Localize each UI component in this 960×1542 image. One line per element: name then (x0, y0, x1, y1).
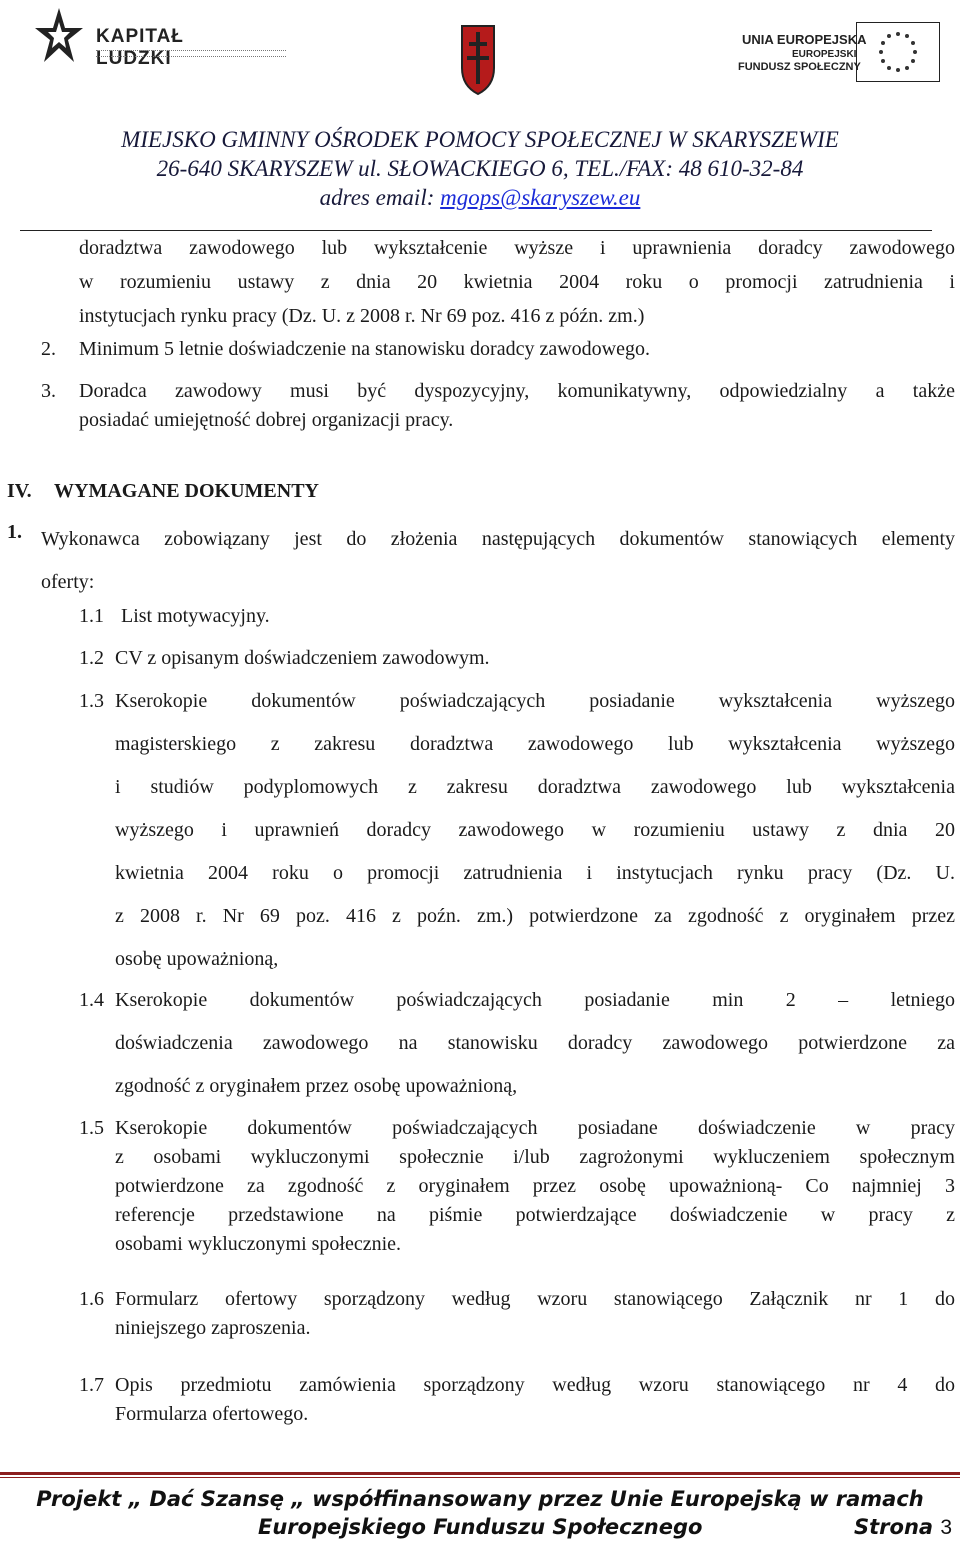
section-number: IV. (7, 480, 32, 502)
text-line: magisterskiego z zakresu doradztwa zawodowego lub wykształcenia wyższego (115, 733, 955, 755)
sub-item-1-6-text (115, 1285, 955, 1343)
kapital-ludzki-star-icon (34, 6, 84, 68)
text-line: potwierdzone za zgodność z oryginałem przez osobę upoważnioną- Co najmniej 3 (115, 1175, 955, 1197)
text-line: doradztwa zawodowego lub wykształcenie wyższe i uprawnienia doradcy zawodowego (79, 237, 955, 259)
text-line: Wykonawca zobowiązany jest do złożenia następujących dokumentów stanowiących elementy (41, 528, 955, 550)
text-line: Opis przedmiotu zamówienia sporządzony według wzoru stanowiącego nr 4 do (115, 1374, 955, 1396)
text-line: Kserokopie dokumentów poświadczających posiadanie wykształcenia wyższego (115, 690, 955, 712)
footer-fund-line (258, 1513, 958, 1541)
text-line: i studiów podyplomowych z zakresu doradztwa zawodowego lub wykształcenia (115, 776, 955, 798)
sub-item-1-2-text: CV z opisanym doświadczeniem zawodowym. (115, 647, 490, 669)
item-2-text: Minimum 5 letnie doświadczenie na stanowisku doradcy zawodowego. (79, 338, 650, 360)
eu-logo-text-2: EUROPEJSKI (792, 49, 857, 60)
text-line: niniejszego zaproszenia. (115, 1317, 311, 1339)
section-title: WYMAGANE DOKUMENTY (54, 480, 319, 502)
sub-item-1-4-text (115, 979, 955, 1108)
text-line: osobę upoważnioną, (115, 948, 279, 970)
kapital-ludzki-subtitle (96, 50, 286, 57)
coat-of-arms-icon (460, 24, 496, 96)
text-line: Kserokopie dokumentów poświadczających posiadanie min 2 – letniego (115, 989, 955, 1011)
header-divider (20, 230, 932, 231)
sub-item-1-5-number: 1.5 (79, 1117, 104, 1139)
footer-divider-thick (0, 1472, 960, 1475)
section-heading (7, 477, 319, 506)
text-line: instytucjach rynku pracy (Dz. U. z 2008 r. Nr 69 poz. 416 z późn. zm.) (79, 305, 645, 327)
sub-item-1-4-number: 1.4 (79, 989, 104, 1011)
email-link[interactable]: mgops@skaryszew.eu (440, 185, 641, 210)
eu-logo (738, 22, 942, 84)
item-2-number: 2. (41, 338, 56, 360)
text-line: kwietnia 2004 roku o promocji zatrudnienia i instytucjach rynku pracy (Dz. U. (115, 862, 955, 884)
footer-divider-thin (0, 1477, 960, 1478)
text-line: doświadczenia zawodowego na stanowisku doradcy zawodowego potwierdzone za (115, 1032, 955, 1054)
sub-item-1-3-number: 1.3 (79, 690, 104, 712)
sub-item-1-2-number: 1.2 (79, 647, 104, 669)
text-line: z 2008 r. Nr 69 poz. 416 z poźn. zm.) potwierdzone za zgodność z oryginałem przez (115, 905, 955, 927)
text-line: z osobami wykluczonymi społecznie i/lub zagrożonymi wykluczeniem społecznym (115, 1146, 955, 1168)
sub-item-1-6-number: 1.6 (79, 1288, 104, 1310)
text-line: osobami wykluczonymi społecznie. (115, 1233, 402, 1255)
item-3-text (79, 377, 955, 435)
eu-flag-icon (856, 22, 940, 82)
footer-project-line: Projekt „ Dać Szansę „ współfinansowany przez Unie Europejską w ramach (36, 1487, 924, 1511)
text-line: wyższego i uprawnień doradcy zawodowego w rozumieniu ustawy z dnia 20 (115, 819, 955, 841)
paragraph-continuation (79, 234, 955, 348)
page-label: Strona (854, 1515, 934, 1539)
text-line: Formularz ofertowy sporządzony według wzoru stanowiącego Załącznik nr 1 do (115, 1288, 955, 1310)
sub-item-1-1-text: List motywacyjny. (121, 605, 270, 627)
text-line: zgodność z oryginałem przez osobę upoważnioną, (115, 1075, 518, 1097)
text-line: posiadać umiejętność dobrej organizacji pracy. (79, 409, 454, 431)
text-line: Kserokopie dokumentów poświadczających posiadane doświadczenie w pracy (115, 1117, 955, 1139)
doc-item-1-text (41, 518, 955, 604)
doc-item-1-number: 1. (7, 521, 22, 543)
eu-logo-text-1: UNIA EUROPEJSKA (742, 32, 867, 47)
sub-item-1-3-text (115, 680, 955, 981)
sub-item-1-5-text (115, 1114, 955, 1259)
text-line: Formularza ofertowego. (115, 1403, 309, 1425)
footer-fund-name: Europejskiego Funduszu Społecznego (258, 1515, 703, 1539)
item-3-number: 3. (41, 380, 56, 402)
sub-item-1-7-text (115, 1371, 955, 1429)
sub-item-1-1-number: 1.1 (79, 605, 104, 627)
kapital-ludzki-text: KAPITAŁ LUDZKI (96, 26, 184, 69)
text-line: oferty: (41, 571, 95, 593)
institution-address: 26-640 SKARYSZEW ul. SŁOWACKIEGO 6, TEL./FAX: 48 610-32-84 (156, 156, 804, 181)
institution-name: MIEJSKO GMINNY OŚRODEK POMOCY SPOŁECZNEJ W SKARYSZEWIE (121, 127, 839, 152)
text-line: w rozumieniu ustawy z dnia 20 kwietnia 2004 roku o promocji zatrudnienia i (79, 271, 955, 293)
page-indicator (854, 1513, 952, 1542)
page-number: 3 (940, 1516, 953, 1539)
sub-item-1-7-number: 1.7 (79, 1374, 104, 1396)
email-label: adres email: (319, 185, 441, 210)
kapital-ludzki-logo (34, 6, 264, 68)
text-line: Doradca zawodowy musi być dyspozycyjny, komunikatywny, odpowiedzialny a także (79, 380, 955, 402)
institution-email-line (0, 184, 960, 212)
text-line: referencje przedstawione na piśmie potwierdzające doświadczenie w pracy z (115, 1204, 955, 1226)
eu-logo-text-3: FUNDUSZ SPOŁECZNY (738, 61, 861, 73)
